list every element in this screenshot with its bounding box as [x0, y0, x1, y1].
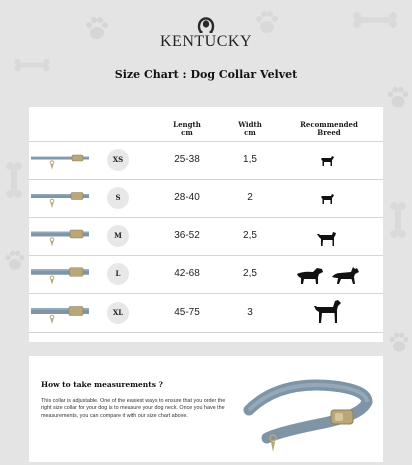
collar-photo	[239, 372, 379, 456]
header-breed: Recommended Breed	[300, 120, 358, 137]
small-dog-icon	[319, 153, 335, 172]
length-value: 45-75	[174, 307, 200, 318]
brand-name: KENTUCKY	[160, 33, 252, 50]
size-badge: M	[107, 225, 129, 247]
info-title: How to take measurements ?	[41, 380, 163, 389]
medium-dog-icon	[316, 229, 338, 252]
width-value: 1,5	[243, 154, 257, 165]
header-width: Width cm	[238, 120, 262, 137]
length-value: 25-38	[174, 154, 200, 165]
small-dog-icon	[319, 191, 335, 210]
width-value: 2	[247, 192, 253, 203]
bone-icon	[0, 160, 28, 200]
table-row	[29, 255, 383, 293]
bone-icon	[384, 200, 412, 240]
paw-print-icon	[2, 248, 28, 274]
size-badge: L	[107, 263, 129, 285]
measurement-info	[29, 356, 383, 462]
width-value: 2,5	[243, 268, 257, 279]
paw-print-icon	[384, 84, 412, 112]
length-value: 28-40	[174, 192, 200, 203]
page-title: Size Chart : Dog Collar Velvet	[114, 68, 298, 81]
width-value: 2,5	[243, 230, 257, 241]
header-length: Length cm	[173, 120, 201, 137]
size-badge: XL	[107, 302, 129, 324]
table-row	[29, 294, 383, 332]
breed-icons	[29, 153, 383, 172]
shepherd-icon	[331, 265, 361, 290]
size-badge: XS	[107, 149, 129, 171]
breed-icons	[29, 265, 383, 290]
size-chart-table	[29, 107, 383, 342]
breed-icons	[29, 229, 383, 252]
retriever-icon	[295, 265, 325, 290]
paw-print-icon	[386, 330, 412, 356]
length-value: 36-52	[174, 230, 200, 241]
table-row	[29, 141, 383, 179]
row-divider	[29, 141, 383, 142]
great-dane-icon	[313, 298, 343, 329]
row-divider	[29, 332, 383, 333]
horseshoe-dog-icon	[197, 14, 215, 34]
size-badge: S	[107, 187, 129, 209]
breed-icons	[29, 191, 383, 210]
brand-header	[0, 14, 412, 50]
table-row	[29, 217, 383, 255]
breed-icons	[29, 298, 383, 329]
width-value: 3	[247, 307, 253, 318]
table-row	[29, 179, 383, 217]
length-value: 42-68	[174, 268, 200, 279]
info-text: This collar is adjustable. One of the easiest ways to ensure that you order the right size collar for your dog is to measure your dog neck. Once you have the measurements, you can compare it with our size chart above.	[41, 398, 226, 419]
